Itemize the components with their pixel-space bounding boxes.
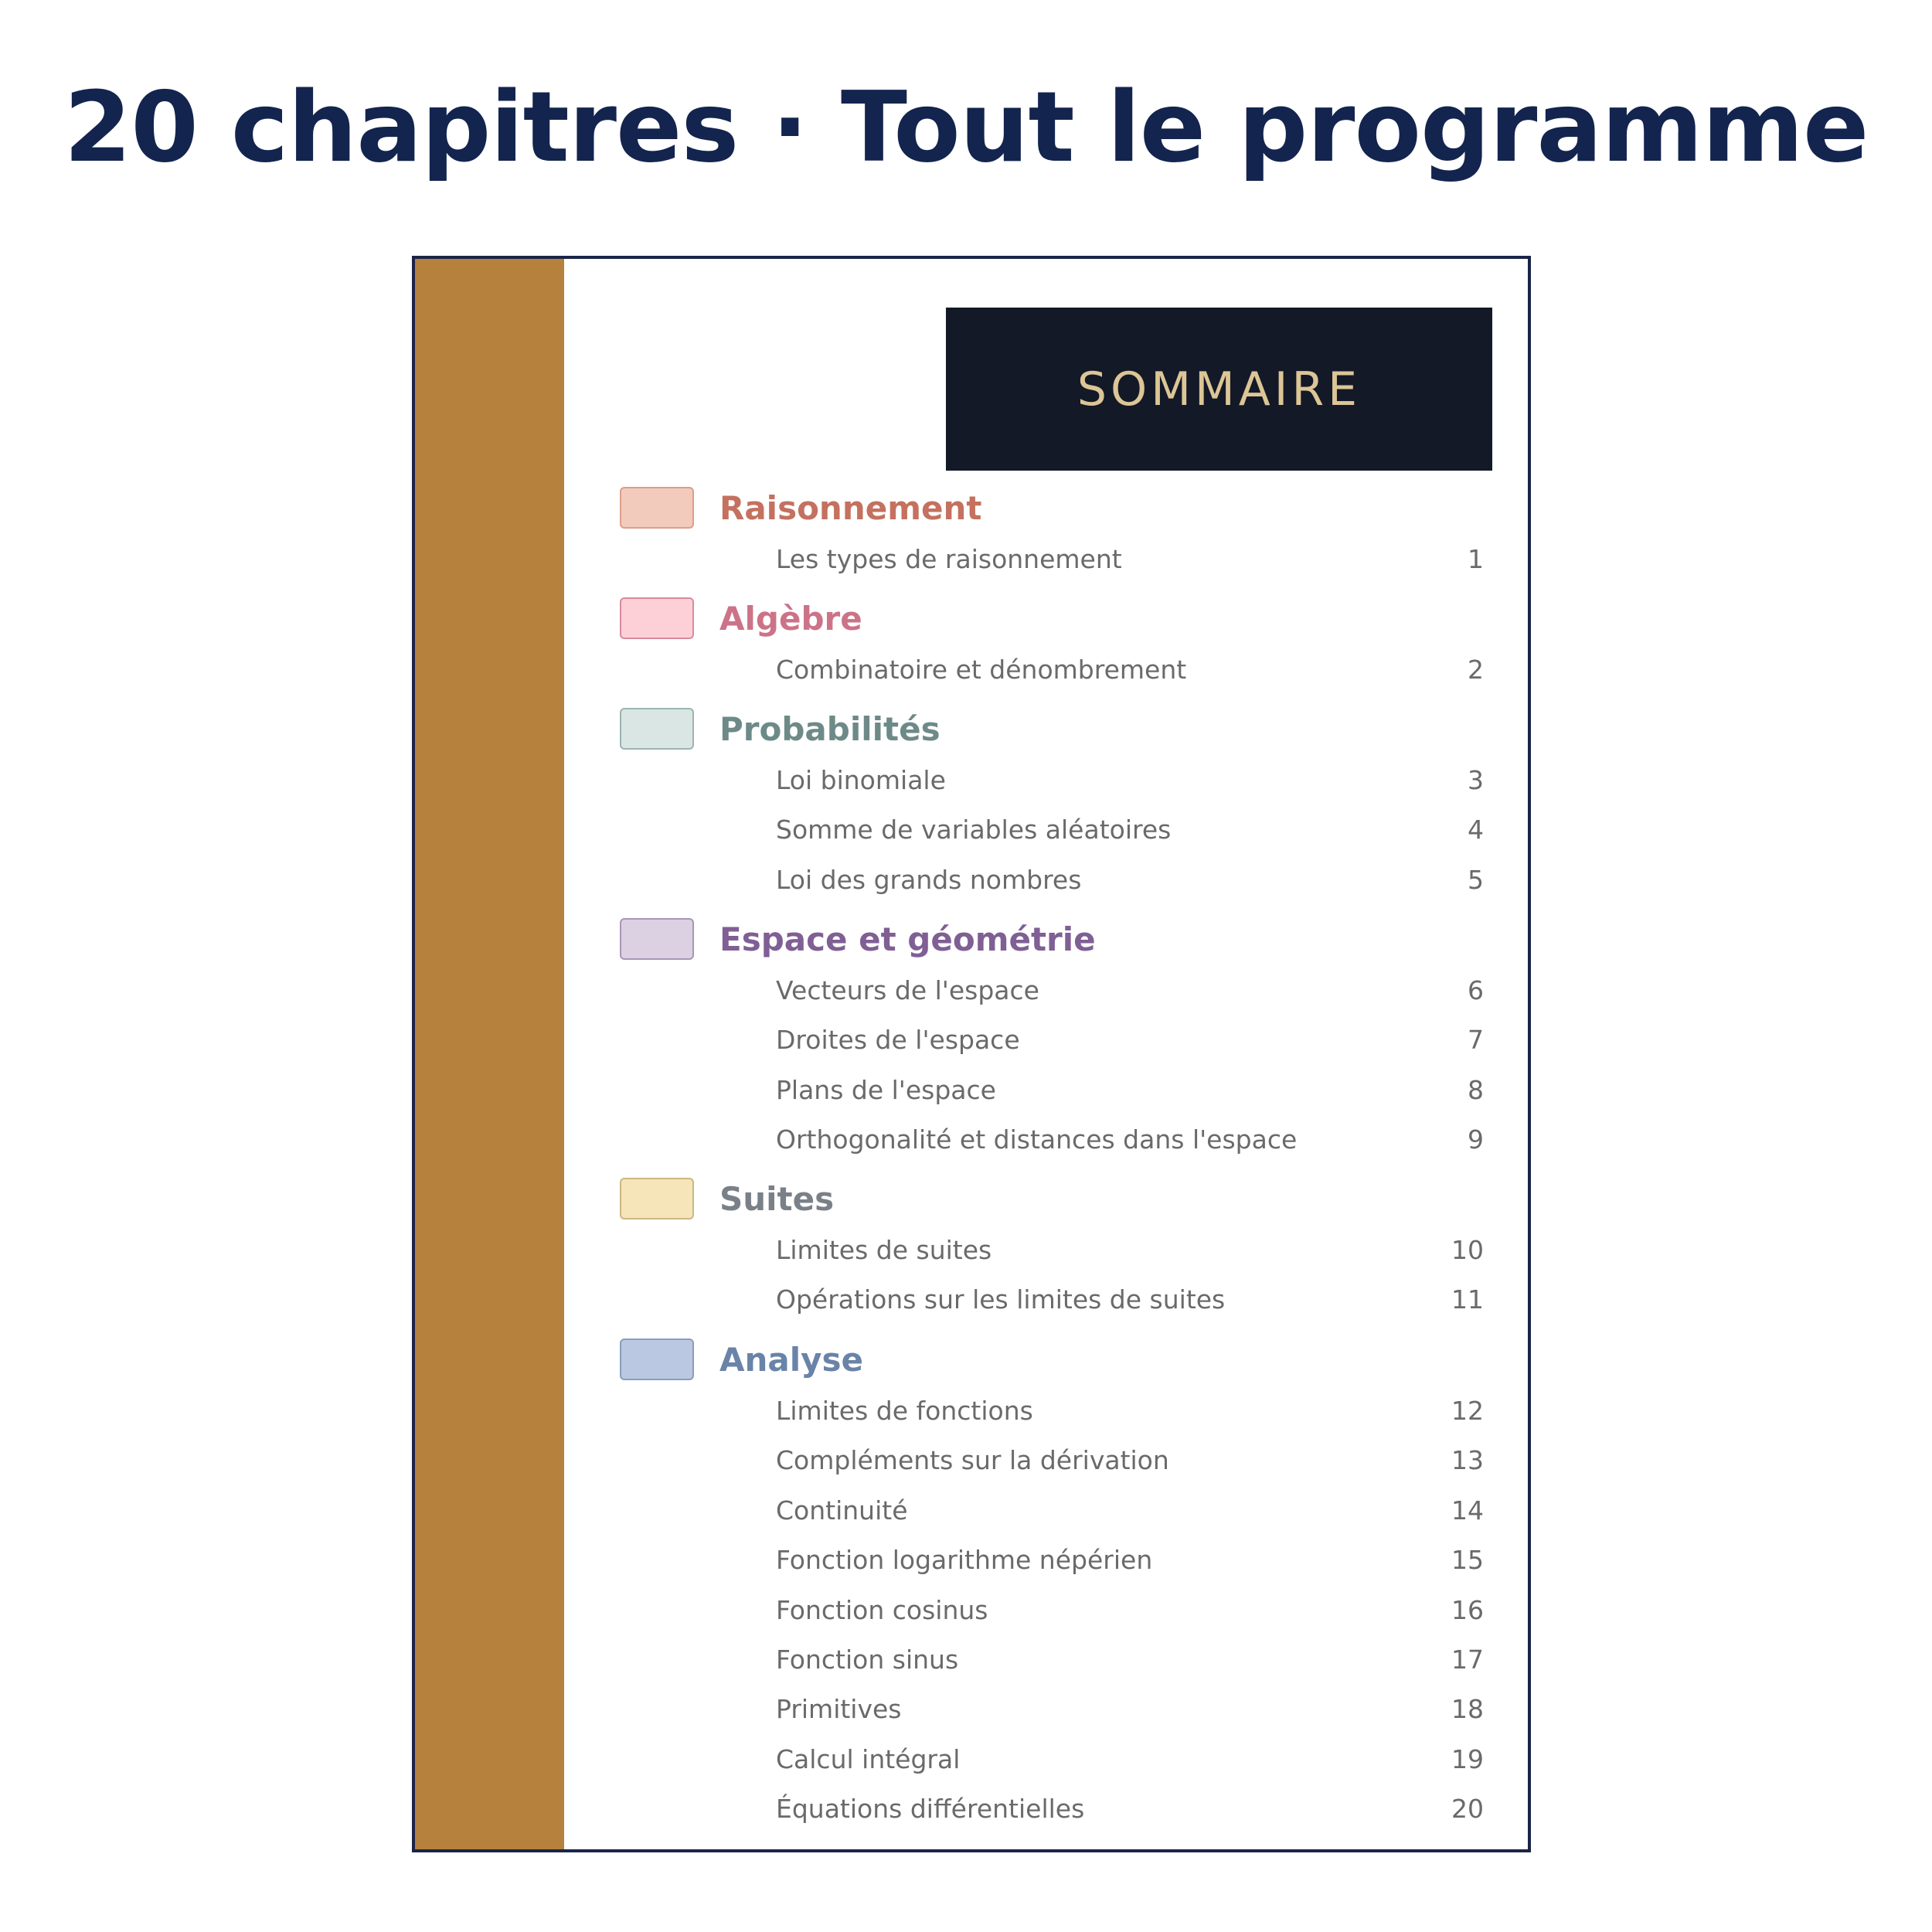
chapter-number: 10 [1451, 1235, 1484, 1265]
toc-entry[interactable] [415, 1232, 1528, 1270]
chapter-title: Compléments sur la dérivation [776, 1445, 1169, 1476]
chapter-title: Continuité [776, 1495, 908, 1526]
chapter-number: 14 [1451, 1495, 1484, 1526]
toc-entry[interactable] [415, 1393, 1528, 1431]
section-label: Probabilités [719, 710, 940, 748]
toc-entry[interactable] [415, 811, 1528, 850]
toc-entry[interactable] [415, 1592, 1528, 1631]
section-color-swatch [620, 918, 694, 960]
toc-entry[interactable] [415, 541, 1528, 580]
toc-entry[interactable] [415, 1121, 1528, 1160]
section-color-swatch [620, 597, 694, 639]
toc-title: SOMMAIRE [1077, 362, 1362, 417]
title-banner [946, 308, 1492, 471]
section-color-swatch [620, 487, 694, 529]
toc-entry[interactable] [415, 1641, 1528, 1680]
chapter-title: Combinatoire et dénombrement [776, 655, 1187, 685]
chapter-title: Loi binomiale [776, 765, 946, 795]
toc-entry[interactable] [415, 1741, 1528, 1780]
toc-entry[interactable] [415, 1022, 1528, 1060]
chapter-title: Limites de suites [776, 1235, 992, 1265]
chapter-number: 13 [1451, 1445, 1484, 1476]
chapter-title: Somme de variables aléatoires [776, 815, 1172, 845]
chapter-number: 1 [1468, 544, 1484, 574]
chapter-title: Loi des grands nombres [776, 864, 1082, 895]
toc-entry[interactable] [415, 1691, 1528, 1730]
toc-entry[interactable] [415, 1281, 1528, 1320]
toc-entry[interactable] [415, 651, 1528, 690]
section-heading[interactable] [415, 1338, 1528, 1385]
chapter-title: Équations différentielles [776, 1794, 1085, 1825]
chapter-title: Droites de l'espace [776, 1025, 1020, 1056]
toc-entry[interactable] [415, 1542, 1528, 1580]
chapter-title: Fonction cosinus [776, 1594, 988, 1625]
section-label: Analyse [719, 1341, 864, 1379]
section-heading[interactable] [415, 918, 1528, 964]
section-label: Suites [719, 1180, 835, 1218]
section-heading[interactable] [415, 487, 1528, 533]
toc-entry[interactable] [415, 1072, 1528, 1111]
section-label: Algèbre [719, 600, 862, 638]
toc-entry[interactable] [415, 1442, 1528, 1481]
chapter-number: 20 [1451, 1794, 1484, 1825]
chapter-number: 16 [1451, 1594, 1484, 1625]
chapter-title: Les types de raisonnement [776, 544, 1122, 574]
chapter-number: 12 [1451, 1396, 1484, 1426]
toc-entry[interactable] [415, 1791, 1528, 1829]
chapter-title: Plans de l'espace [776, 1074, 996, 1105]
chapter-number: 8 [1468, 1074, 1484, 1105]
chapter-number: 9 [1468, 1124, 1484, 1155]
chapter-number: 6 [1468, 975, 1484, 1005]
chapter-number: 3 [1468, 765, 1484, 795]
chapter-title: Primitives [776, 1694, 902, 1725]
chapter-number: 7 [1468, 1025, 1484, 1056]
toc-entry[interactable] [415, 762, 1528, 801]
section-color-swatch [620, 1178, 694, 1219]
chapter-title: Vecteurs de l'espace [776, 975, 1039, 1005]
section-heading[interactable] [415, 708, 1528, 754]
chapter-number: 19 [1451, 1743, 1484, 1774]
toc-entry[interactable] [415, 1492, 1528, 1531]
section-heading[interactable] [415, 597, 1528, 644]
section-label: Raisonnement [719, 489, 982, 527]
chapter-title: Opérations sur les limites de suites [776, 1284, 1226, 1315]
chapter-number: 11 [1451, 1284, 1484, 1315]
toc-entry[interactable] [415, 972, 1528, 1011]
chapter-title: Limites de fonctions [776, 1396, 1033, 1426]
chapter-number: 17 [1451, 1645, 1484, 1675]
table-of-contents-page [412, 256, 1531, 1852]
section-color-swatch [620, 1338, 694, 1380]
section-heading[interactable] [415, 1178, 1528, 1224]
chapter-title: Calcul intégral [776, 1743, 961, 1774]
chapter-title: Fonction logarithme népérien [776, 1545, 1153, 1576]
section-label: Espace et géométrie [719, 920, 1096, 958]
chapter-title: Fonction sinus [776, 1645, 959, 1675]
section-color-swatch [620, 708, 694, 750]
chapter-title: Orthogonalité et distances dans l'espace [776, 1124, 1298, 1155]
chapter-number: 4 [1468, 815, 1484, 845]
chapter-number: 15 [1451, 1545, 1484, 1576]
toc-entry[interactable] [415, 862, 1528, 900]
page-headline: 20 chapitres · Tout le programme [63, 70, 1869, 184]
chapter-number: 18 [1451, 1694, 1484, 1725]
chapter-number: 2 [1468, 655, 1484, 685]
chapter-number: 5 [1468, 864, 1484, 895]
